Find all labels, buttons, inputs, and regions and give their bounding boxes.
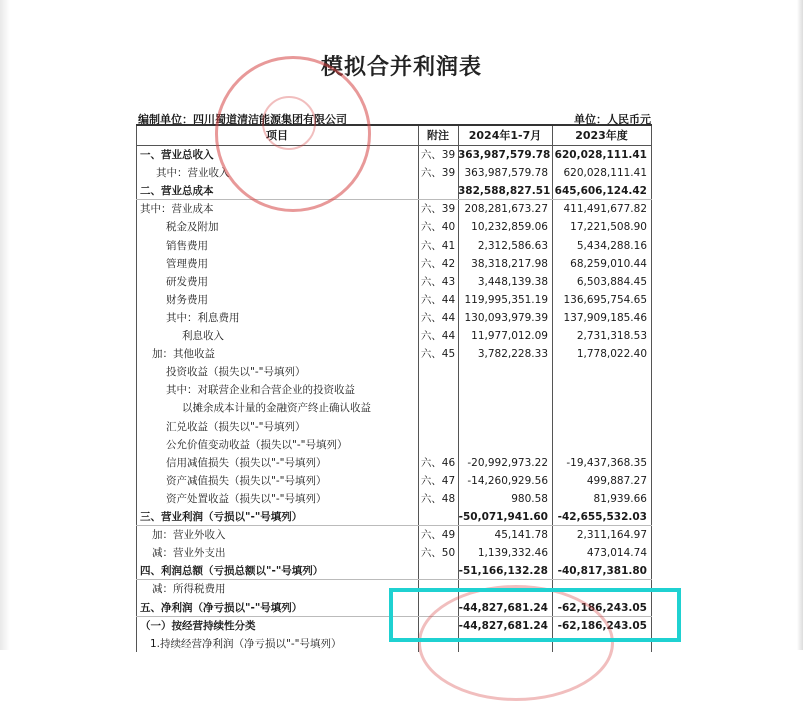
row-label: 三、营业利润（亏损以"-"号填列） bbox=[140, 511, 303, 523]
table-row bbox=[136, 309, 652, 327]
row-label: 一、营业总收入 bbox=[140, 149, 214, 161]
table-row bbox=[136, 418, 652, 436]
row-value-2024: -51,166,132.28 bbox=[458, 565, 548, 578]
row-label: 利息收入 bbox=[182, 330, 224, 342]
row-label: 汇兑收益（损失以"-"号填列） bbox=[166, 420, 306, 433]
table-row bbox=[136, 146, 652, 164]
row-label: 财务费用 bbox=[166, 293, 208, 306]
row-value-2023: 81,939.66 bbox=[593, 492, 647, 505]
row-label: 减：营业外支出 bbox=[152, 547, 226, 560]
table-row bbox=[136, 363, 652, 381]
row-value-2023: 411,491,677.82 bbox=[563, 203, 647, 216]
row-value-2023: 1,778,022.40 bbox=[576, 348, 647, 361]
row-value-2024: -44,827,681.24 bbox=[458, 619, 548, 632]
row-label: 五、净利润（净亏损以"-"号填列） bbox=[140, 601, 303, 614]
row-note: 六、48 bbox=[420, 492, 456, 505]
table-row bbox=[136, 454, 652, 472]
row-note bbox=[418, 418, 458, 436]
row-note bbox=[418, 399, 458, 417]
table-row bbox=[136, 182, 652, 200]
header-period-2024: 2024年1-7月 bbox=[468, 129, 542, 142]
table-row bbox=[136, 273, 652, 291]
page-title: 模拟合并利润表 bbox=[320, 54, 482, 80]
table-row bbox=[136, 399, 652, 417]
row-value-2023: 6,503,884.45 bbox=[576, 275, 647, 288]
row-note: 六、45 bbox=[420, 348, 456, 361]
row-value-2023 bbox=[554, 381, 647, 399]
row-label: （一）按经营持续性分类 bbox=[140, 619, 256, 632]
row-note: 六、40 bbox=[420, 221, 456, 234]
row-label: 管理费用 bbox=[166, 257, 208, 270]
table-row bbox=[136, 508, 652, 526]
row-value-2023: 473,014.74 bbox=[586, 547, 647, 560]
row-value-2023: 136,695,754.65 bbox=[563, 293, 647, 306]
row-value-2023: 2,311,164.97 bbox=[576, 529, 647, 542]
row-note: 六、44 bbox=[420, 311, 456, 324]
row-note: 六、39 bbox=[420, 203, 456, 216]
row-value-2024: 38,318,217.98 bbox=[471, 257, 548, 270]
row-value-2023: 5,434,288.16 bbox=[576, 239, 647, 252]
row-note: 六、46 bbox=[420, 456, 456, 469]
row-value-2023: -19,437,368.35 bbox=[566, 456, 647, 469]
row-note bbox=[418, 363, 458, 381]
row-note bbox=[418, 436, 458, 454]
row-value-2024: 3,782,228.33 bbox=[477, 348, 548, 361]
row-value-2023: 645,606,124.42 bbox=[554, 185, 647, 198]
row-value-2024: -14,260,929.56 bbox=[467, 474, 548, 487]
row-value-2023: -62,186,243.05 bbox=[557, 601, 647, 614]
highlight-box bbox=[389, 588, 681, 642]
header-item: 项目 bbox=[266, 129, 288, 142]
seal-star-icon bbox=[262, 96, 316, 150]
row-value-2024 bbox=[458, 363, 548, 381]
table-row bbox=[136, 200, 652, 218]
table-row bbox=[136, 345, 652, 363]
row-note bbox=[418, 182, 458, 200]
row-label: 四、利润总额（亏损总额以"-"号填列） bbox=[140, 565, 324, 578]
table-row bbox=[136, 490, 652, 508]
row-value-2024: 1,139,332.46 bbox=[477, 547, 548, 560]
table-row bbox=[136, 291, 652, 309]
row-value-2024 bbox=[458, 436, 548, 454]
table-row bbox=[136, 327, 652, 345]
row-value-2023: 2,731,318.53 bbox=[576, 330, 647, 342]
row-label: 1.持续经营净利润（净亏损以"-"号填列） bbox=[150, 637, 342, 650]
row-value-2023: 620,028,111.41 bbox=[563, 167, 647, 180]
row-label: 销售费用 bbox=[166, 239, 208, 252]
row-label: 加：其他收益 bbox=[152, 348, 215, 361]
row-label: 资产减值损失（损失以"-"号填列） bbox=[166, 474, 327, 487]
row-label: 其中：利息费用 bbox=[166, 311, 240, 324]
row-value-2024: 10,232,859.06 bbox=[471, 221, 548, 234]
row-label: 信用减值损失（损失以"-"号填列） bbox=[166, 456, 327, 469]
row-value-2023 bbox=[554, 363, 647, 381]
table-row bbox=[136, 381, 652, 399]
table-row bbox=[136, 218, 652, 236]
row-label: 其中：营业成本 bbox=[140, 203, 214, 216]
header-period-2023: 2023年度 bbox=[575, 129, 628, 142]
table-row bbox=[136, 255, 652, 273]
row-value-2024 bbox=[458, 381, 548, 399]
row-note: 六、43 bbox=[420, 275, 456, 288]
row-value-2024 bbox=[458, 418, 548, 436]
table-row bbox=[136, 164, 652, 182]
income-statement-table bbox=[136, 124, 652, 652]
row-note: 六、44 bbox=[420, 293, 456, 306]
row-label: 公允价值变动收益（损失以"-"号填列） bbox=[166, 438, 348, 451]
row-note bbox=[418, 508, 458, 526]
row-value-2024: 2,312,586.63 bbox=[477, 239, 548, 252]
row-label: 税金及附加 bbox=[166, 221, 219, 234]
row-value-2024: 208,281,673.27 bbox=[464, 203, 548, 216]
row-value-2024: 363,987,579.78 bbox=[458, 149, 551, 161]
row-value-2023: 68,259,010.44 bbox=[570, 257, 647, 270]
row-label: 加：营业外收入 bbox=[152, 529, 226, 542]
row-value-2024: 363,987,579.78 bbox=[464, 167, 548, 180]
row-value-2023: 499,887.27 bbox=[586, 474, 647, 487]
row-label: 以摊余成本计量的金融资产终止确认收益 bbox=[182, 402, 371, 415]
row-label: 减：所得税费用 bbox=[152, 583, 226, 596]
table-row bbox=[136, 562, 652, 580]
row-value-2023 bbox=[554, 418, 647, 436]
row-value-2023: -42,655,532.03 bbox=[557, 511, 647, 523]
paper-left-edge bbox=[0, 0, 10, 650]
row-value-2024 bbox=[458, 399, 548, 417]
row-note: 六、44 bbox=[420, 330, 456, 342]
row-value-2023 bbox=[554, 399, 647, 417]
table-row bbox=[136, 237, 652, 255]
row-value-2024: 11,977,012.09 bbox=[471, 330, 548, 342]
row-label: 投资收益（损失以"-"号填列） bbox=[166, 366, 306, 379]
row-value-2024: 130,093,979.39 bbox=[464, 311, 548, 324]
row-note: 六、50 bbox=[420, 547, 456, 560]
row-value-2024: -20,992,973.22 bbox=[467, 456, 548, 469]
paper-right-edge bbox=[797, 0, 803, 650]
row-label: 其中：营业收入 bbox=[156, 167, 230, 180]
row-value-2024: 45,141.78 bbox=[494, 529, 548, 542]
row-value-2024: -50,071,941.60 bbox=[458, 511, 548, 523]
table-row bbox=[136, 526, 652, 544]
row-note bbox=[418, 562, 458, 580]
row-value-2023: -40,817,381.80 bbox=[557, 565, 647, 578]
row-value-2024: 382,588,827.51 bbox=[458, 185, 551, 198]
row-note: 六、39 bbox=[420, 167, 456, 180]
row-label: 研发费用 bbox=[166, 275, 208, 288]
row-label: 资产处置收益（损失以"-"号填列） bbox=[166, 492, 327, 505]
row-note: 六、41 bbox=[420, 239, 456, 252]
row-note: 六、42 bbox=[420, 257, 456, 270]
row-value-2024: 3,448,139.38 bbox=[477, 275, 548, 288]
row-value-2023 bbox=[554, 436, 647, 454]
table-row bbox=[136, 436, 652, 454]
company-label: 编制单位：四川蜀道清洁能源集团有限公司 bbox=[138, 113, 347, 126]
row-value-2023: 620,028,111.41 bbox=[554, 149, 647, 161]
row-value-2023: -62,186,243.05 bbox=[557, 619, 647, 632]
table-row bbox=[136, 544, 652, 562]
row-note: 六、49 bbox=[420, 529, 456, 542]
row-value-2023: 137,909,185.46 bbox=[563, 311, 647, 324]
row-label: 其中：对联营企业和合营企业的投资收益 bbox=[166, 384, 355, 397]
row-value-2024: 119,995,351.19 bbox=[464, 293, 548, 306]
currency-unit-label: 单位：人民币元 bbox=[574, 113, 651, 126]
row-value-2024: -44,827,681.24 bbox=[458, 601, 548, 614]
row-label: 二、营业总成本 bbox=[140, 185, 214, 198]
row-note: 六、47 bbox=[420, 474, 456, 487]
row-value-2023: 17,221,508.90 bbox=[570, 221, 647, 234]
header-note: 附注 bbox=[427, 129, 449, 142]
row-note bbox=[418, 381, 458, 399]
row-value-2024: 980.58 bbox=[511, 492, 548, 505]
row-note: 六、39 bbox=[420, 149, 456, 161]
table-row bbox=[136, 472, 652, 490]
